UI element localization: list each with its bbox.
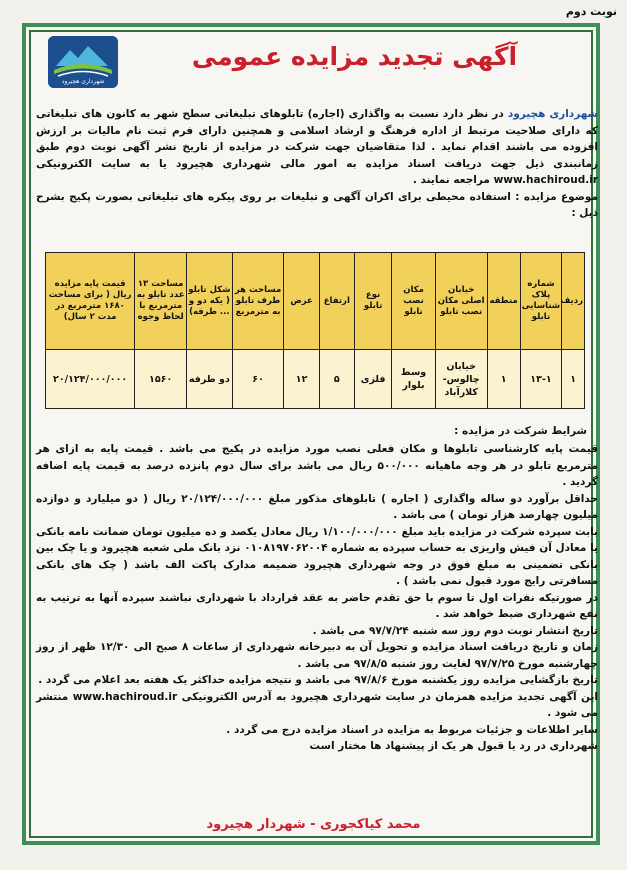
condition-item: این آگهی تجدید مزایده همزمان در سایت شهرداری هچیرود به آدرس الکترونیکی www.hachiroud.ir منتشر می شود . <box>36 690 598 719</box>
col-header-height: ارتفاع <box>319 253 354 350</box>
edition-label: نوبت دوم <box>565 5 617 18</box>
cell-row-no: ۱ <box>562 350 585 409</box>
intro-text-end: مراجعه نمایند . <box>412 174 494 186</box>
website-link[interactable]: www.hachiroud.ir <box>493 174 598 186</box>
col-header-area-per-side: مساحت هر طرف تابلو به مترمربع <box>232 253 284 350</box>
auction-table <box>45 252 585 409</box>
intro-paragraph <box>36 106 598 246</box>
col-header-board-type: نوع تابلو <box>354 253 391 350</box>
cell-plate-no: ۱۳-۱ <box>520 350 561 409</box>
col-header-install-location: مکان نصب تابلو <box>392 253 436 350</box>
cell-zone: ۱ <box>487 350 520 409</box>
cell-board-type: فلزی <box>354 350 391 409</box>
col-header-width: عرض <box>284 253 319 350</box>
municipality-name: شهرداری هچیرود <box>507 108 598 120</box>
cell-install-location: وسط بلوار <box>392 350 436 409</box>
col-header-plate-no: شماره پلاک شناسایی تابلو <box>520 253 561 350</box>
cell-total-area: ۱۵۶۰ <box>135 350 187 409</box>
cell-width: ۱۲ <box>284 350 319 409</box>
cell-area-per-side: ۶۰ <box>232 350 284 409</box>
cell-main-street: خیابان چالوس- کلارآباد <box>435 350 487 409</box>
col-header-row-no: ردیف <box>562 253 585 350</box>
table-row <box>46 350 585 409</box>
condition-item: شهرداری در رد یا قبول هر یک از پیشنهاد ها مختار است <box>309 740 598 752</box>
ad-title: آگهی تجدید مزایده عمومی <box>191 42 518 71</box>
col-header-board-shape: شکل تابلو ( یکه دو و ... طرفه) <box>187 253 233 350</box>
conditions-list <box>36 441 598 755</box>
col-header-zone: منطقه <box>487 253 520 350</box>
table-header-row <box>46 253 585 350</box>
condition-item: در صورتیکه نفرات اول تا سوم با حق تقدم حاضر به عقد قرارداد با شهرداری نباشند سپرده آنها به ترتیب به نفع شهرداری ضبط خواهد شد . <box>36 591 598 620</box>
auction-subject: موضوع مزایده : استفاده محیطی برای اکران آگهی و تبلیغات بر روی پیکره های تبلیغاتی بصورت پکیج بشرح ذیل : <box>36 190 598 219</box>
condition-item: تاریخ انتشار نوبت دوم روز سه شنبه ۹۷/۷/۲۴ می باشد . <box>312 624 598 637</box>
municipality-logo <box>48 36 118 88</box>
logo-caption: شهرداری هچیرود <box>61 78 105 85</box>
condition-item: قیمت پایه کارشناسی تابلوها و مکان فعلی نصب مورد مزایده در پکیج می باشد . قیمت پایه به ازای هر مترمربع تابلو در هر وجه ماهیانه ۵۰۰/۰۰۰ ریال می باشد برای سال دوم پانزده درصد به قیمت پایه اضافه گردید . <box>36 443 598 488</box>
cell-board-shape: دو طرفه <box>187 350 233 409</box>
signature: محمد کیاکجوری - شهردار هچیرود <box>206 817 421 832</box>
col-header-total-area: مساحت ۱۳ عدد تابلو به مترمربع با لحاظ وجوه <box>135 253 187 350</box>
cell-base-price: ۲۰/۱۲۴/۰۰۰/۰۰۰ <box>46 350 135 409</box>
intro-text: در نظر دارد نسبت به واگذاری (اجاره) تابلوهای تبلیغاتی سطح شهر به کانون های تبلیغاتی که دارای صلاحیت مرتبط از اداره فرهنگ و ارشاد اسلامی و همچنین دارای فرم ثبت نام مالیات بر ارزش افزوده می باشند اقدام نماید . لذا متقاضیان جهت شرکت در مزایده از تاریخ نشر آگهی نوبت دوم طبق زمانبندی ذیل جهت دریافت اسناد مزایده به امور مالی شهرداری هچیرود یا به سایت الکترونیکی <box>36 108 598 170</box>
condition-item: بابت سپرده شرکت در مزایده باید مبلغ ۱/۱۰۰/۰۰۰/۰۰۰ ریال معادل یکصد و ده میلیون تومان ضمانت نامه بانکی یا معادل آن فیش واریزی به حساب سپرده به شماره ۰۱۰۸۱۹۷۰۶۲۰۰۴ نزد بانک ملی شعبه هچیرود و یا چک بین بانکی تضمینی به مبلغ فوق در وجه شهرداری هچیرود ضمیمه مدارک پاکت الف باشد ( چک های بانکی مسافرتی رایج مورد قبول نمی باشد ) . <box>36 525 598 587</box>
conditions-title: شرایط شرکت در مزایده : <box>454 425 587 437</box>
condition-item: سایر اطلاعات و جزئیات مربوط به مزایده در اسناد مزایده درج می گردد . <box>226 723 598 736</box>
condition-item: تاریخ بازگشایی مزایده روز یکشنبه مورخ ۹۷/۸/۶ می باشد و نتیجه مزایده حداکثر یک هفته بعد اعلام می گردد . <box>38 674 598 686</box>
condition-item: حداقل برآورد دو ساله واگذاری ( اجاره ) تابلوهای مذکور مبلغ ۲۰/۱۲۴/۰۰۰/۰۰۰ ریال ( دو میلیارد و دوازده میلیون چهارصد هزار تومان ) می باشد . <box>36 492 598 521</box>
cell-height: ۵ <box>319 350 354 409</box>
col-header-base-price: قیمت پایه مزایده ریال ( برای مساحت ۱۶۸۰ مترمربع در مدت ۲ سال) <box>46 253 135 350</box>
condition-item: زمان و تاریخ دریافت اسناد مزایده و تحویل آن به دبیرخانه شهرداری از ساعات ۸ صبح الی ۱۲/۳۰ ظهر از روز چهارشنبه مورخ ۹۷/۷/۲۵ لغایت روز شنبه ۹۷/۸/۵ می باشد . <box>36 641 598 670</box>
col-header-main-street: خیابان اصلی مکان نصب تابلو <box>435 253 487 350</box>
